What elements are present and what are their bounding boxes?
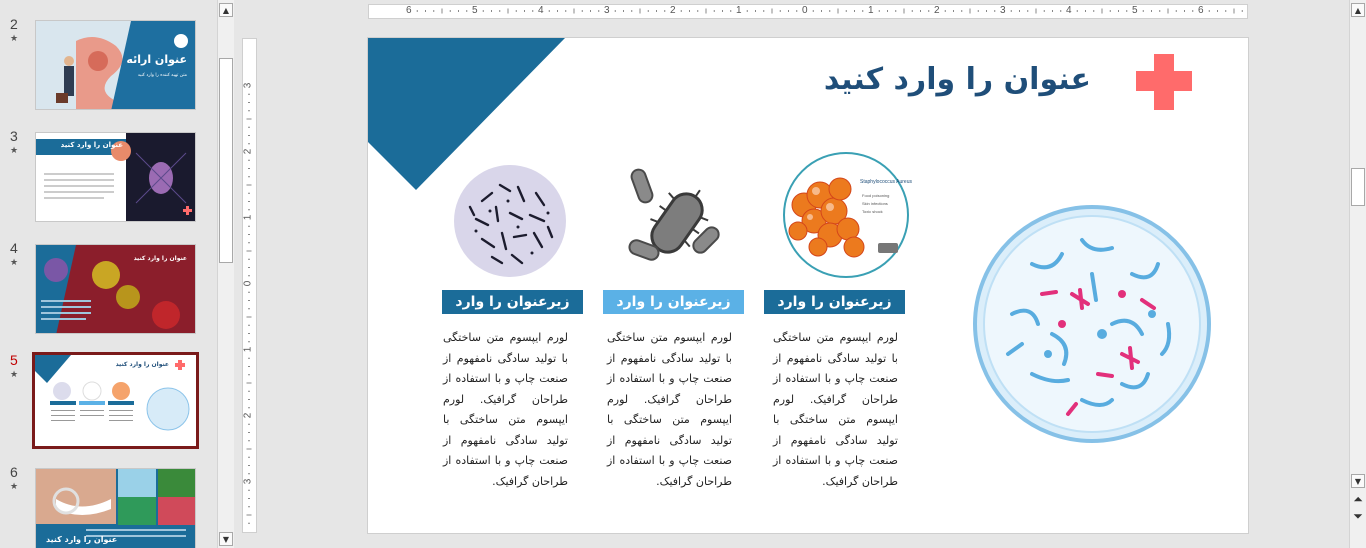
thumbnail-image[interactable] [35, 20, 196, 110]
slide-canvas[interactable] [368, 38, 1248, 533]
ruler-label: 2 [670, 5, 676, 16]
thumbnail-title: عنوان را وارد کنید [60, 141, 123, 149]
slide-editor [235, 0, 1347, 548]
horizontal-ruler[interactable] [368, 4, 1248, 19]
subtitle-banner-2[interactable]: زیرعنوان را وارد کنید [603, 290, 744, 314]
vertical-ruler[interactable] [242, 38, 257, 533]
slide-title[interactable]: عنوان را وارد کنید [823, 62, 1091, 97]
column-body-text-2[interactable]: لورم ایپسوم متن ساختگی با تولید سادگی نامفهوم از صنعت چاپ و با استفاده از طراحان گرافیک. لورم ایپسوم متن ساختگی با تولید سادگی نامفهوم از صنعت چاپ و با استفاده از طراحان گرافیک. [607, 331, 732, 488]
scroll-up-button[interactable]: ▲ [219, 3, 233, 17]
scroll-down-button[interactable]: ▼ [1351, 474, 1365, 488]
ruler-label: 2 [242, 412, 254, 419]
next-slide-button[interactable]: ⏷ [1353, 508, 1363, 523]
animation-star-icon: ★ [10, 258, 19, 268]
ruler-label: 0 [242, 280, 254, 287]
rod-bacteria-circle-image[interactable] [452, 163, 568, 279]
ruler-label: 2 [934, 5, 940, 16]
slide-thumbnail-pane [0, 0, 217, 548]
thumbnail-image[interactable] [35, 132, 196, 222]
subtitle-banner-1[interactable]: زیرعنوان را وارد کنید [442, 290, 583, 314]
thumbnail-scrollbar[interactable] [217, 0, 234, 548]
ruler-ticks [369, 5, 1247, 18]
scrollbar-thumb[interactable] [1351, 168, 1365, 206]
animation-star-icon: ★ [10, 146, 19, 156]
animation-star-icon: ★ [10, 34, 19, 44]
scroll-down-button[interactable]: ▼ [219, 532, 233, 546]
slide-number: 5 [10, 352, 18, 368]
ruler-label: 1 [242, 214, 254, 221]
petri-dish-bacteria-image[interactable] [972, 204, 1212, 444]
ruler-label: 1 [868, 5, 874, 16]
ruler-label: 2 [242, 148, 254, 155]
ruler-label: 4 [1066, 5, 1072, 16]
thumbnail-title: عنوان ارائه [126, 53, 187, 66]
medical-cross-icon [1136, 54, 1192, 110]
staph-point: Food poisoning [862, 193, 890, 198]
ruler-label: 5 [472, 5, 478, 16]
column-body-text-1[interactable]: لورم ایپسوم متن ساختگی با تولید سادگی نامفهوم از صنعت چاپ و با استفاده از طراحان گرافیک. لورم ایپسوم متن ساختگی با تولید سادگی نامفهوم از صنعت چاپ و با استفاده از طراحان گرافیک. [443, 331, 568, 488]
capsule-bacteria-icon[interactable] [623, 163, 723, 278]
editor-scrollbar[interactable] [1349, 0, 1366, 548]
slide-number: 2 [10, 16, 18, 32]
ruler-label: 0 [802, 5, 808, 16]
slide-number: 3 [10, 128, 18, 144]
ruler-label: 3 [1000, 5, 1006, 16]
staph-label: Staphylococcus Aureus [860, 179, 912, 185]
ruler-label: 1 [242, 346, 254, 353]
thumbnail-title: عنوان را وارد کنید [46, 535, 118, 544]
slide-number: 6 [10, 464, 18, 480]
ruler-label: 5 [1132, 5, 1138, 16]
slide-number: 4 [10, 240, 18, 256]
thumbnail-image[interactable] [35, 244, 196, 334]
thumbnail-title: عنوان را وارد کنید [133, 255, 187, 262]
ruler-label: 6 [406, 5, 412, 16]
previous-slide-button[interactable]: ⏶ [1353, 491, 1363, 506]
thumbnail-subtitle: متن تهیه کننده را وارد کنید [137, 73, 187, 78]
ruler-label: 3 [242, 478, 254, 485]
animation-star-icon: ★ [10, 370, 19, 380]
subtitle-banner-3[interactable]: زیرعنوان را وارد کنید [764, 290, 905, 314]
thumbnail-image-selected[interactable] [32, 352, 199, 449]
current-slide-miniature [35, 355, 196, 446]
ruler-label: 4 [538, 5, 544, 16]
ruler-label: 3 [604, 5, 610, 16]
thumbnail-title: عنوان را وارد کنید [115, 361, 169, 368]
animation-star-icon: ★ [10, 482, 19, 492]
scroll-up-button[interactable]: ▲ [1351, 3, 1365, 17]
ruler-label: 6 [1198, 5, 1204, 16]
staph-point: Skin infections [862, 201, 888, 206]
staphylococcus-circle-image[interactable] [774, 151, 918, 281]
ruler-label: 1 [736, 5, 742, 16]
staph-point: Toxic shock [862, 209, 883, 214]
thumbnail-image[interactable] [35, 468, 196, 548]
ruler-label: 3 [242, 82, 254, 89]
scrollbar-thumb[interactable] [219, 58, 233, 263]
column-body-text-3[interactable]: لورم ایپسوم متن ساختگی با تولید سادگی نامفهوم از صنعت چاپ و با استفاده از طراحان گرافیک. لورم ایپسوم متن ساختگی با تولید سادگی نامفهوم از صنعت چاپ و با استفاده از طراحان گرافیک. [773, 331, 898, 488]
